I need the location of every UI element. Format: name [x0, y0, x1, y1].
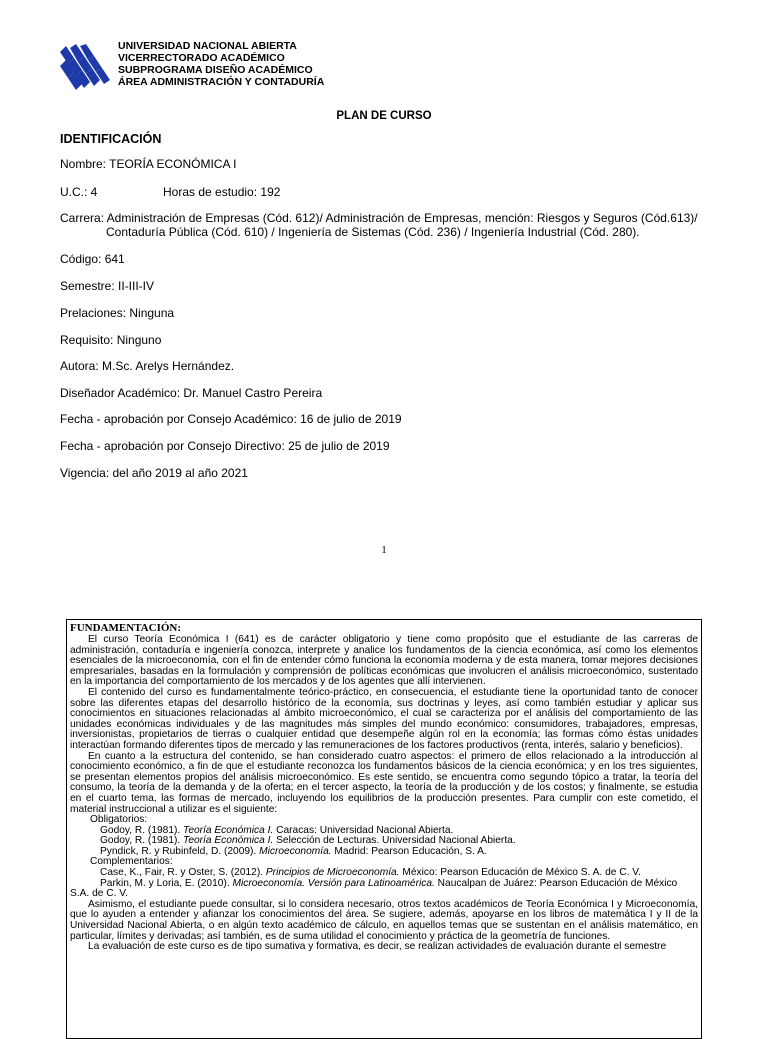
complementarios-label: Complementarios: — [90, 856, 173, 868]
field-requisito: Requisito: Ninguno — [60, 333, 162, 347]
field-fecha-academico: Fecha - aprobación por Consejo Académico: 16 de julio de 2019 — [60, 412, 402, 426]
reference-title: Microeconomía. — [259, 845, 332, 857]
section-identificacion: IDENTIFICACIÓN — [60, 132, 162, 146]
field-codigo: Código: 641 — [60, 252, 125, 266]
header-subprograma: SUBPROGRAMA DISEÑO ACADÉMICO — [118, 64, 313, 76]
field-disenador: Diseñador Académico: Dr. Manuel Castro Pereira — [60, 386, 323, 400]
fundamentacion-box — [66, 619, 702, 1039]
field-nombre: Nombre: TEORÍA ECONÓMICA I — [60, 157, 237, 171]
document-title: PLAN DE CURSO — [336, 110, 432, 122]
reference-publisher: Selección de Lecturas. Universidad Nacional Abierta. — [273, 835, 516, 847]
field-carrera-cont: Contaduría Pública (Cód. 610) / Ingeniería de Sistemas (Cód. 236) / Ingeniería Industrial (Cód. 280). — [106, 225, 640, 239]
reference-title: Microeconomía. Versión para Latinoamérica. — [232, 877, 435, 889]
reference-author: Pyndick, R. y Rubinfeld, D. (2009). — [100, 845, 260, 857]
paragraph-1: El curso Teoría Económica I (641) es de carácter obligatorio y tiene como propósito que el estudiante de las carreras de administración, contaduría e ingeniería conozca, interprete y analice los fundamentos de la ciencia económica, así como los elementos esenciales de la microeconomía, con el fin de entender cómo funciona la economía moderna y de esta manera, tomar mejores decisiones empresariales, basadas en la formulación y comprensión de políticas económicas que involucren el análisis microeconómico, sustentado en la importancia del comportamiento de los mercados y de los agentes que allí intervienen. — [70, 634, 698, 688]
reference-title: Teoría Económica I. — [183, 835, 274, 847]
reference-title: Teoría Económica I. — [183, 824, 274, 836]
reference-author: Parkin, M. y Loria, E. (2010). — [100, 877, 233, 889]
obligatorios-label: Obligatorios: — [90, 814, 148, 826]
reference-publisher: Caracas: Universidad Nacional Abierta. — [273, 824, 454, 836]
paragraph-3: En cuanto a la estructura del contenido, se han considerado cuatro aspectos: el primero de ellos relacionado a la introducción al conocimiento económico, a fin de que el estudiante reconozca los fundamentos básicos de la ciencia económica; y en los tres siguientes, se presentan elementos propios del análisis microeconómico. Es este sentido, se encuentra como segundo tópico a tratar, la teoría del consumo, la teoría de la demanda y de la oferta; en el tercer aspecto, la teoría de la producción y de los costos; y finalmente, se estudia en el cuarto tema, las formas de mercado, incluyendo los equilibrios de la producción presentes. Para cumplir con este cometido, el material instruccional a utilizar es el siguiente: — [70, 750, 698, 815]
reference-item — [70, 879, 698, 900]
page-number: 1 — [381, 544, 387, 556]
field-prelaciones: Prelaciones: Ninguna — [60, 306, 175, 320]
reference-author: Case, K., Fair, R. y Oster, S. (2012). — [100, 867, 266, 879]
header-university: UNIVERSIDAD NACIONAL ABIERTA — [118, 40, 297, 52]
fundamentacion-title: FUNDAMENTACIÓN: — [70, 622, 182, 634]
institution-header — [118, 40, 324, 88]
field-horas: Horas de estudio: 192 — [163, 185, 281, 199]
university-logo-icon — [60, 44, 112, 94]
field-autora: Autora: M.Sc. Arelys Hernández. — [60, 359, 235, 373]
field-semestre: Semestre: II-III-IV — [60, 279, 155, 293]
field-carrera: Carrera: Administración de Empresas (Cód. 612)/ Administración de Empresas, mención: Riesgos y Seguros (Cód.613)/ — [60, 211, 698, 225]
field-vigencia: Vigencia: del año 2019 al año 2021 — [60, 466, 248, 480]
reference-author: Godoy, R. (1981). — [100, 835, 184, 847]
paragraph-4: Asimismo, el estudiante puede consultar, si lo considera necesario, otros textos académicos de Teoría Económica I y Microeconomía, que lo ayuden a entender y afianzar los conocimientos del área. Se sugiere, además, apoyarse en los libros de matemática I y II de la Universidad Nacional Abierta, o en algún texto académico de cálculo, en aquellos temas que se sustentan en el análisis matemático, en particular, límites y derivadas; así también, es de suma utilidad el conocimiento y práctica de la geometría de funciones. — [70, 898, 698, 942]
reference-publisher: Madrid: Pearson Educación, S. A. — [331, 845, 487, 857]
paragraph-2: El contenido del curso es fundamentalmente teórico-práctico, en consecuencia, el estudiante tiene la oportunidad tanto de conocer sobre las diferentes etapas del desarrollo histórico de la economía, sus doctrinas y leyes, así como también estudiar y aplicar sus conocimientos en situaciones relacionadas al ámbito microeconómico, el cual se caracteriza por el análisis del comportamiento de las unidades económicas individuales y de las magnitudes más simples del mundo económico: consumidores, trabajadores, empresas, inversionistas, propietarios de tierras o cualquier entidad que desempeñe algún rol en la economía; las formas cómo éstas unidades interactúan formando diferentes tipos de mercado y las remuneraciones de los factores productivos (renta, interés, salario y beneficios). — [70, 686, 698, 751]
reference-publisher: Naucalpan de Juárez: Pearson Educación de México S.A. de C. V. — [70, 877, 678, 900]
paragraph-5: La evaluación de este curso es de tipo sumativa y formativa, es decir, se realizan actividades de evaluación durante el semestre — [88, 941, 667, 953]
field-uc: U.C.: 4 — [60, 185, 98, 199]
header-area: ÁREA ADMINISTRACIÓN Y CONTADURÍA — [118, 76, 325, 88]
reference-publisher: México: Pearson Educación de México S. A. de C. V. — [399, 867, 641, 879]
reference-title: Principios de Microeconomía. — [265, 867, 400, 879]
field-fecha-directivo: Fecha - aprobación por Consejo Directivo: 25 de julio de 2019 — [60, 439, 390, 453]
header-vicerrectorado: VICERRECTORADO ACADÉMICO — [118, 52, 285, 64]
reference-author: Godoy, R. (1981). — [100, 824, 184, 836]
